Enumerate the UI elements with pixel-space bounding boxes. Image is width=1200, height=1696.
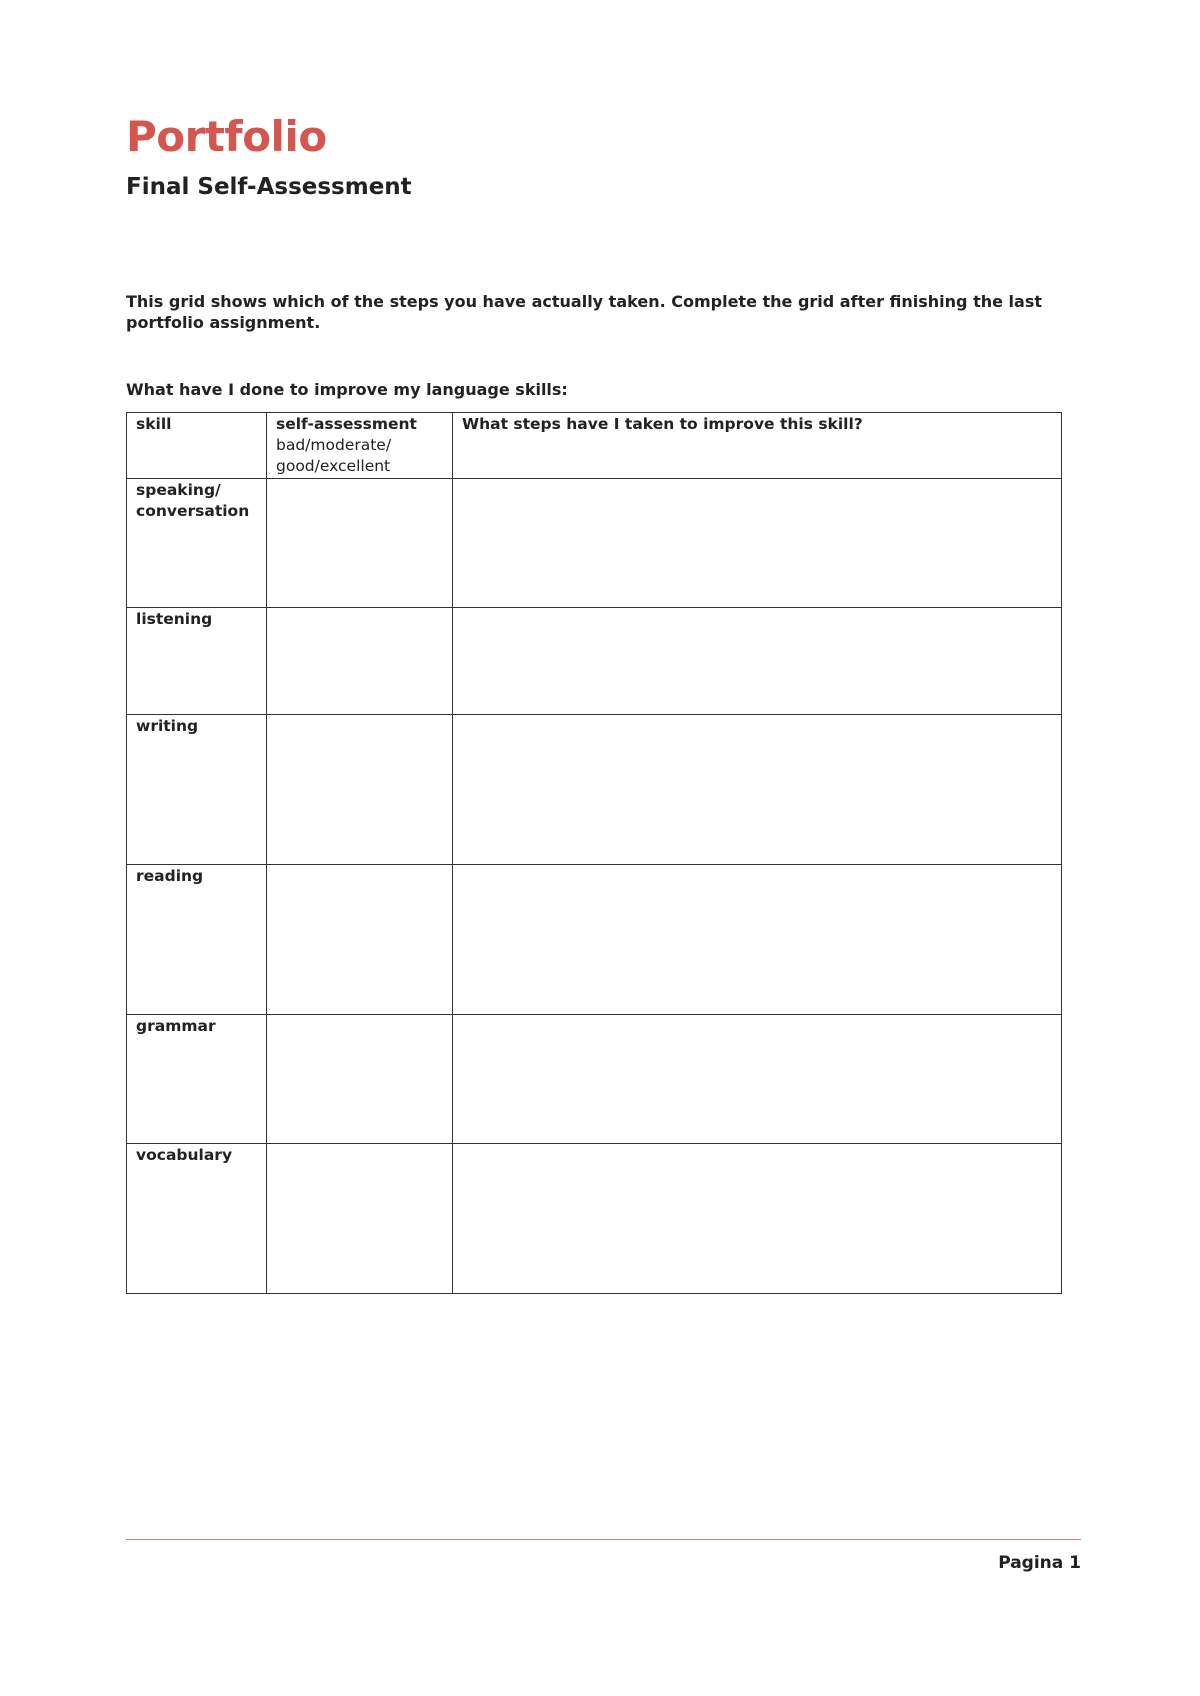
header-self-assessment [267, 413, 453, 479]
skill-cell [127, 479, 267, 608]
skill-label: speaking/ conversation [136, 481, 250, 520]
header-skill-label: skill [136, 415, 172, 433]
page-number: Pagina 1 [998, 1553, 1081, 1573]
self-assessment-cell[interactable] [267, 715, 453, 865]
table-row [127, 865, 1062, 1015]
table-row [127, 1015, 1062, 1144]
header-self-assessment-label: self-assessment [276, 415, 417, 433]
header-steps-label: What steps have I taken to improve this skill? [462, 415, 863, 433]
skill-label: grammar [136, 1017, 216, 1035]
header-steps [453, 413, 1062, 479]
steps-cell[interactable] [453, 1144, 1062, 1294]
table-header-row [127, 413, 1062, 479]
skill-label: writing [136, 717, 199, 735]
skill-cell [127, 865, 267, 1015]
document-subtitle: Final Self-Assessment [126, 174, 412, 200]
document-title: Portfolio [126, 112, 327, 161]
skill-cell [127, 715, 267, 865]
table-row [127, 1144, 1062, 1294]
table-row [127, 608, 1062, 715]
self-assessment-cell[interactable] [267, 1144, 453, 1294]
steps-cell[interactable] [453, 608, 1062, 715]
footer-divider [126, 1539, 1081, 1540]
self-assessment-cell[interactable] [267, 608, 453, 715]
self-assessment-cell[interactable] [267, 1015, 453, 1144]
skill-label: reading [136, 867, 204, 885]
table-row [127, 715, 1062, 865]
grid-heading: What have I done to improve my language skills: [126, 380, 568, 399]
self-assessment-grid [126, 412, 1062, 1294]
header-self-assessment-scale: bad/moderate/ good/excellent [276, 436, 392, 475]
table-row [127, 479, 1062, 608]
skill-cell [127, 608, 267, 715]
header-skill [127, 413, 267, 479]
skill-cell [127, 1015, 267, 1144]
steps-cell[interactable] [453, 865, 1062, 1015]
skill-label: listening [136, 610, 213, 628]
self-assessment-cell[interactable] [267, 865, 453, 1015]
skill-label: vocabulary [136, 1146, 233, 1164]
skill-cell [127, 1144, 267, 1294]
self-assessment-cell[interactable] [267, 479, 453, 608]
steps-cell[interactable] [453, 1015, 1062, 1144]
steps-cell[interactable] [453, 479, 1062, 608]
intro-paragraph: This grid shows which of the steps you have actually taken. Complete the grid after finishing the last portfolio assignment. [126, 292, 1042, 332]
steps-cell[interactable] [453, 715, 1062, 865]
